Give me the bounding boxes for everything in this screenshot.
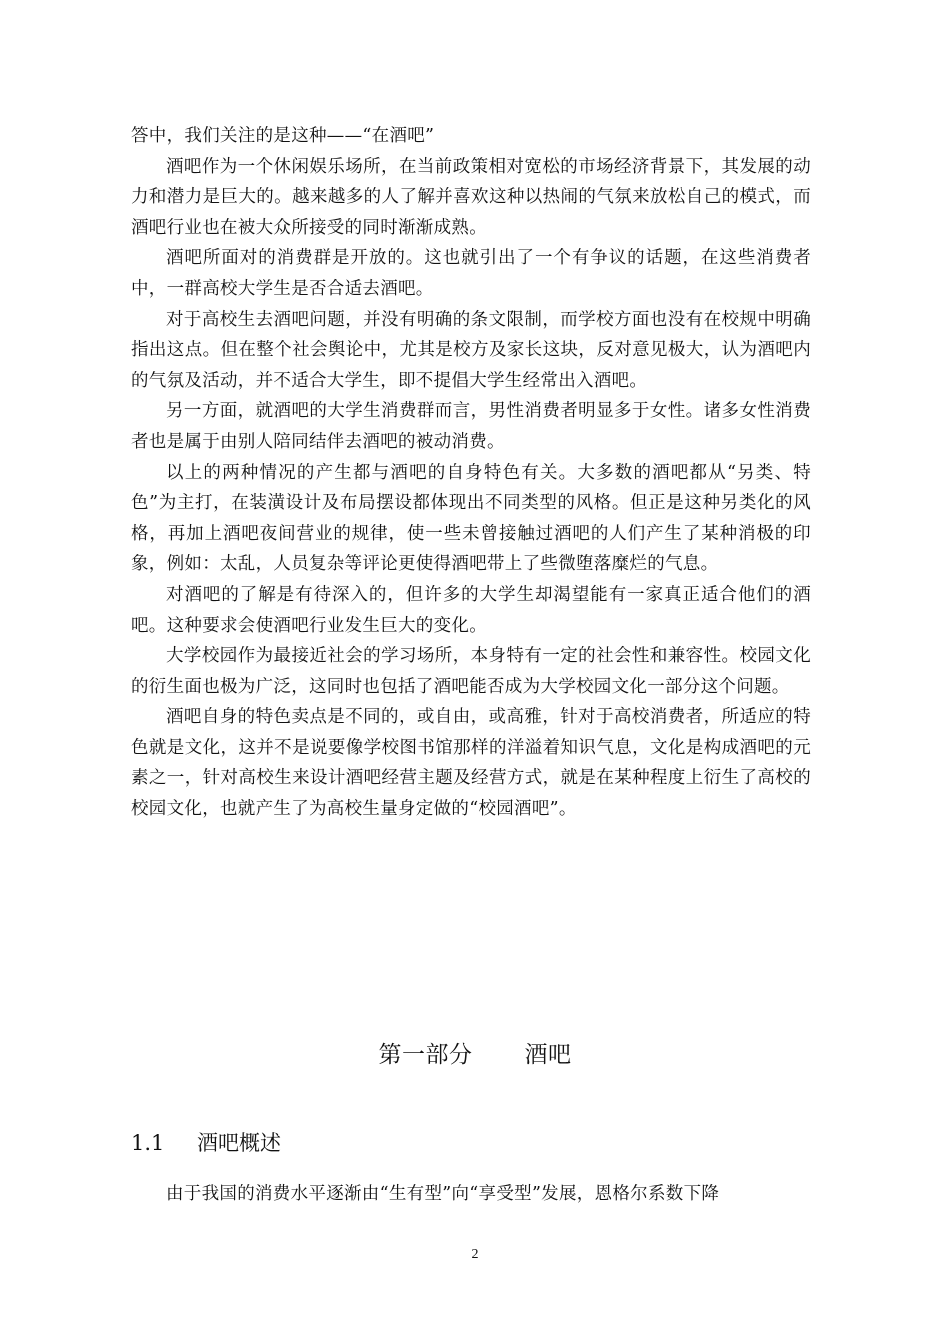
- part-heading-label: 第一部分: [378, 1042, 473, 1068]
- paragraph-4: 对于高校生去酒吧问题，并没有明确的条文限制，而学校方面也没有在校规中明确指出这点。但在整个社会舆论中，尤其是校方及家长这块，反对意见极大，认为酒吧内的气氛及活动，并不适合大学生，即不提倡大学生经常出入酒吧。: [131, 309, 811, 391]
- section-heading: [131, 1128, 281, 1158]
- paragraph-3: 酒吧所面对的消费群是开放的。这也就引出了一个有争议的话题，在这些消费者中，一群高校大学生是否合适去酒吧。: [131, 248, 811, 299]
- body-text: [131, 121, 811, 825]
- paragraph-6: 以上的两种情况的产生都与酒吧的自身特色有关。大多数的酒吧都从“另类、特色”为主打，在装潢设计及布局摆设都体现出不同类型的风格。但正是这种另类化的风格，再加上酒吧夜间营业的规律，使一些未曾接触过酒吧的人们产生了某种消极的印象，例如：太乱，人员复杂等评论更使得酒吧带上了些微堕落糜烂的气息。: [131, 462, 811, 575]
- part-heading-title: 酒吧: [524, 1042, 572, 1068]
- part-heading: [0, 1036, 950, 1069]
- paragraph-5: 另一方面，就酒吧的大学生消费群而言，男性消费者明显多于女性。诸多女性消费者也是属于由别人陪同结伴去酒吧的被动消费。: [131, 401, 811, 452]
- section-title: 酒吧概述: [197, 1131, 281, 1155]
- section-body: [131, 1179, 811, 1210]
- paragraph-2: 酒吧作为一个休闲娱乐场所，在当前政策相对宽松的市场经济背景下，其发展的动力和潜力是巨大的。越来越多的人了解并喜欢这种以热闹的气氛来放松自己的模式，而酒吧行业也在被大众所接受的同时渐渐成熟。: [131, 156, 811, 238]
- paragraph-9: 酒吧自身的特色卖点是不同的，或自由，或高雅，针对于高校消费者，所适应的特色就是文化，这并不是说要像学校图书馆那样的洋溢着知识气息，文化是构成酒吧的元素之一，针对高校生来设计酒吧经营主题及经营方式，就是在某种程度上衍生了高校的校园文化，也就产生了为高校生量身定做的“校园酒吧”。: [131, 707, 811, 820]
- paragraph-1: 答中，我们关注的是这种——“在酒吧”: [131, 126, 435, 146]
- paragraph-7: 对酒吧的了解是有待深入的，但许多的大学生却渴望能有一家真正适合他们的酒吧。这种要求会使酒吧行业发生巨大的变化。: [131, 584, 811, 636]
- page-number: 2: [471, 1247, 479, 1262]
- paragraph-8: 大学校园作为最接近社会的学习场所，本身特有一定的社会性和兼容性。校园文化的衍生面也极为广泛，这同时也包括了酒吧能否成为大学校园文化一部分这个问题。: [131, 646, 811, 697]
- section-first-line: 由于我国的消费水平逐渐由“生有型”向“享受型”发展，恩格尔系数下降: [166, 1184, 720, 1204]
- section-number: 1.1: [131, 1131, 165, 1155]
